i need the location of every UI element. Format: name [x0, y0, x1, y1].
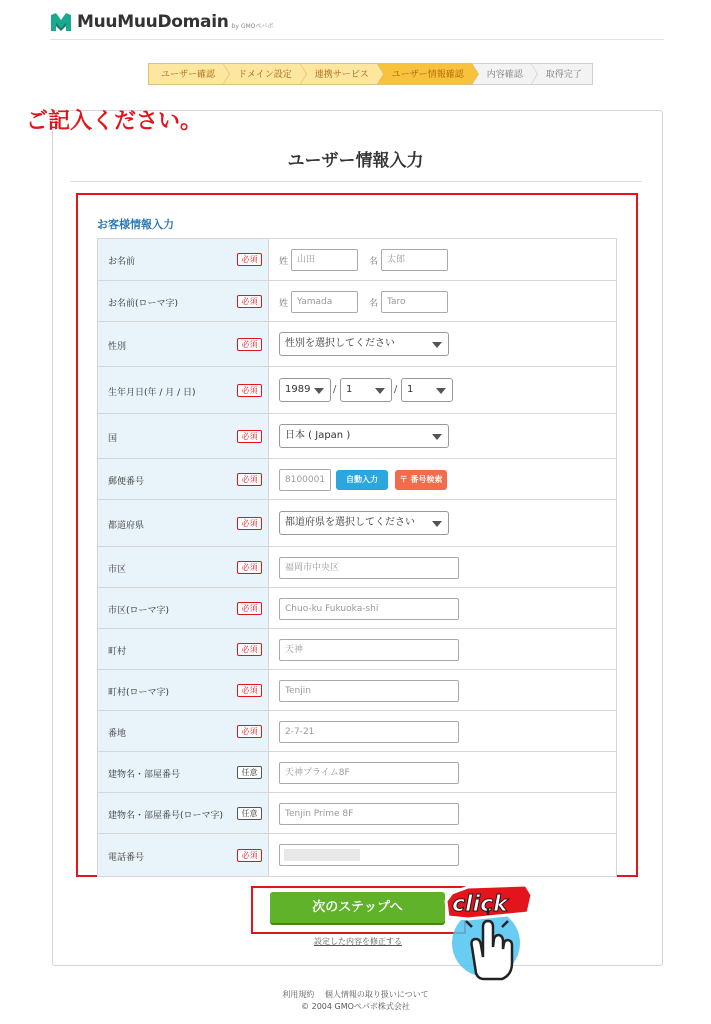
- footer-links: [0, 989, 711, 1000]
- label-postal: 郵便番号: [108, 477, 145, 487]
- label-town-roman: 町村(ローマ字): [108, 688, 170, 698]
- row-value: [269, 834, 616, 876]
- terms-link[interactable]: 利用規約: [282, 990, 315, 999]
- row-prefecture: [98, 500, 616, 547]
- row-label: [98, 281, 269, 321]
- logo-mark-icon: [50, 12, 72, 32]
- label-town: 町村: [108, 647, 127, 657]
- annotation-text: ご記入ください。: [26, 109, 203, 134]
- row-label: [98, 322, 269, 366]
- label-name-roman: お名前(ローマ字): [108, 299, 179, 309]
- row-label: [98, 459, 269, 499]
- label-city-roman: 市区(ローマ字): [108, 606, 170, 616]
- country-select-value: 日本 ( Japan ): [285, 430, 351, 441]
- first-name-input[interactable]: 太郎: [381, 249, 448, 271]
- step-user-info: ユーザー情報確認: [377, 63, 472, 85]
- town-roman-input[interactable]: Tenjin: [279, 680, 459, 702]
- required-badge: 必須: [237, 517, 262, 530]
- country-select[interactable]: [279, 424, 449, 448]
- prefecture-select[interactable]: [279, 511, 449, 535]
- caret-down-icon: [432, 521, 442, 527]
- row-value: [269, 752, 616, 792]
- row-gender: [98, 322, 616, 367]
- row-value: [269, 547, 616, 587]
- label-prefecture: 都道府県: [108, 521, 145, 531]
- row-value: [269, 459, 616, 499]
- city-roman-input[interactable]: Chuo-ku Fukuoka-shi: [279, 598, 459, 620]
- phone-input[interactable]: [279, 844, 459, 866]
- mei-prefix: 名: [369, 299, 379, 309]
- caret-down-icon: [314, 388, 324, 394]
- birth-year-select[interactable]: [279, 378, 331, 402]
- last-name-roman-input[interactable]: Yamada: [291, 291, 358, 313]
- page-title: ユーザー情報入力: [287, 151, 424, 171]
- required-badge: 必須: [237, 384, 262, 397]
- caret-down-icon: [375, 388, 385, 394]
- row-name-roman: [98, 281, 616, 322]
- row-value: [269, 367, 616, 413]
- label-address: 番地: [108, 729, 127, 739]
- prefecture-select-value: 都道府県を選択してください: [285, 517, 415, 528]
- privacy-link[interactable]: 個人情報の取り扱いについて: [324, 990, 429, 999]
- row-value: [269, 414, 616, 458]
- row-city: [98, 547, 616, 588]
- customer-info-form: [97, 238, 617, 877]
- required-badge: 必須: [237, 473, 262, 486]
- row-country: [98, 414, 616, 459]
- date-separator: /: [333, 384, 337, 395]
- auto-fill-button[interactable]: 自動入力: [336, 470, 388, 490]
- date-separator: /: [394, 384, 398, 395]
- first-name-roman-input[interactable]: Taro: [381, 291, 448, 313]
- sei-prefix: 姓: [279, 257, 289, 267]
- required-badge: 必須: [237, 725, 262, 738]
- site-header: [50, 10, 664, 40]
- row-value: [269, 500, 616, 546]
- row-building: [98, 752, 616, 793]
- row-label: [98, 793, 269, 833]
- row-city-roman: [98, 588, 616, 629]
- label-birthday: 生年月日(年 / 月 / 日): [108, 388, 196, 398]
- row-label: [98, 752, 269, 792]
- required-badge: 必須: [237, 561, 262, 574]
- label-building-roman: 建物名・部屋番号(ローマ字): [108, 811, 224, 821]
- caret-down-icon: [432, 434, 442, 440]
- row-town: [98, 629, 616, 670]
- row-label: [98, 239, 269, 280]
- copyright: © 2004 GMOペパボ株式会社: [301, 1002, 410, 1011]
- required-badge: 必須: [237, 338, 262, 351]
- row-label: [98, 711, 269, 751]
- row-label: [98, 500, 269, 546]
- label-phone: 電話番号: [108, 853, 145, 863]
- step-user-check: ユーザー確認: [148, 63, 223, 85]
- last-name-input[interactable]: 山田: [291, 249, 358, 271]
- label-city: 市区: [108, 565, 127, 575]
- required-badge: 必須: [237, 849, 262, 862]
- birth-day-select[interactable]: [401, 378, 453, 402]
- step-linked-services: 連携サービス: [300, 63, 377, 85]
- row-name: [98, 239, 616, 281]
- row-label: [98, 588, 269, 628]
- label-gender: 性別: [108, 342, 127, 352]
- click-text: click: [452, 892, 508, 917]
- progress-steps: [148, 63, 593, 85]
- title-divider: [70, 181, 642, 182]
- row-town-roman: [98, 670, 616, 711]
- row-label: [98, 670, 269, 710]
- gender-select[interactable]: [279, 332, 449, 356]
- row-value: [269, 239, 616, 280]
- required-badge: 必須: [237, 684, 262, 697]
- required-badge: 必須: [237, 253, 262, 266]
- caret-down-icon: [432, 342, 442, 348]
- postal-code-input[interactable]: 8100001: [279, 469, 331, 491]
- caret-down-icon: [436, 388, 446, 394]
- birth-day-value: 1: [407, 384, 414, 395]
- birth-month-value: 1: [346, 384, 353, 395]
- row-value: [269, 793, 616, 833]
- label-name: お名前: [108, 257, 136, 267]
- step-complete: 取得完了: [531, 63, 593, 85]
- optional-badge: 任意: [237, 766, 262, 779]
- row-value: [269, 588, 616, 628]
- step-confirm: 内容確認: [472, 63, 531, 85]
- postal-search-button[interactable]: 〒 番号検索: [395, 470, 447, 490]
- required-badge: 必須: [237, 295, 262, 308]
- birth-year-value: 1989: [285, 384, 311, 395]
- step-domain-settings: ドメイン設定: [223, 63, 300, 85]
- city-input[interactable]: 福岡市中央区: [279, 557, 459, 579]
- logo-sub: by GMOペパボ: [231, 22, 274, 30]
- birth-month-select[interactable]: [340, 378, 392, 402]
- row-value: [269, 629, 616, 669]
- sei-prefix: 姓: [279, 299, 289, 309]
- label-building: 建物名・部屋番号: [108, 770, 181, 780]
- row-phone: [98, 834, 616, 877]
- redacted-phone-placeholder: [284, 849, 360, 861]
- logo[interactable]: [50, 12, 273, 32]
- next-step-button[interactable]: 次のステップへ: [270, 892, 445, 923]
- section-title: お客様情報入力: [97, 218, 174, 231]
- row-value: [269, 670, 616, 710]
- required-badge: 必須: [237, 602, 262, 615]
- required-badge: 必須: [237, 430, 262, 443]
- optional-badge: 任意: [237, 807, 262, 820]
- required-badge: 必須: [237, 643, 262, 656]
- address-input[interactable]: 2-7-21: [279, 721, 459, 743]
- row-postal: [98, 459, 616, 500]
- gender-select-value: 性別を選択してください: [285, 338, 395, 349]
- row-value: [269, 281, 616, 321]
- row-value: [269, 322, 616, 366]
- row-birthday: [98, 367, 616, 414]
- row-address: [98, 711, 616, 752]
- row-label: [98, 414, 269, 458]
- row-label: [98, 367, 269, 413]
- row-label: [98, 547, 269, 587]
- row-label: [98, 629, 269, 669]
- row-value: [269, 711, 616, 751]
- town-input[interactable]: 天神: [279, 639, 459, 661]
- label-country: 国: [108, 434, 118, 444]
- modify-settings-link[interactable]: 設定した内容を修正する: [314, 937, 402, 946]
- logo-text: MuuMuuDomain: [77, 12, 229, 32]
- mei-prefix: 名: [369, 257, 379, 267]
- row-building-roman: [98, 793, 616, 834]
- building-roman-input[interactable]: Tenjin Prime 8F: [279, 803, 459, 825]
- row-label: [98, 834, 269, 876]
- click-hand-icon: [428, 883, 538, 983]
- building-input[interactable]: 天神プライム8F: [279, 762, 459, 784]
